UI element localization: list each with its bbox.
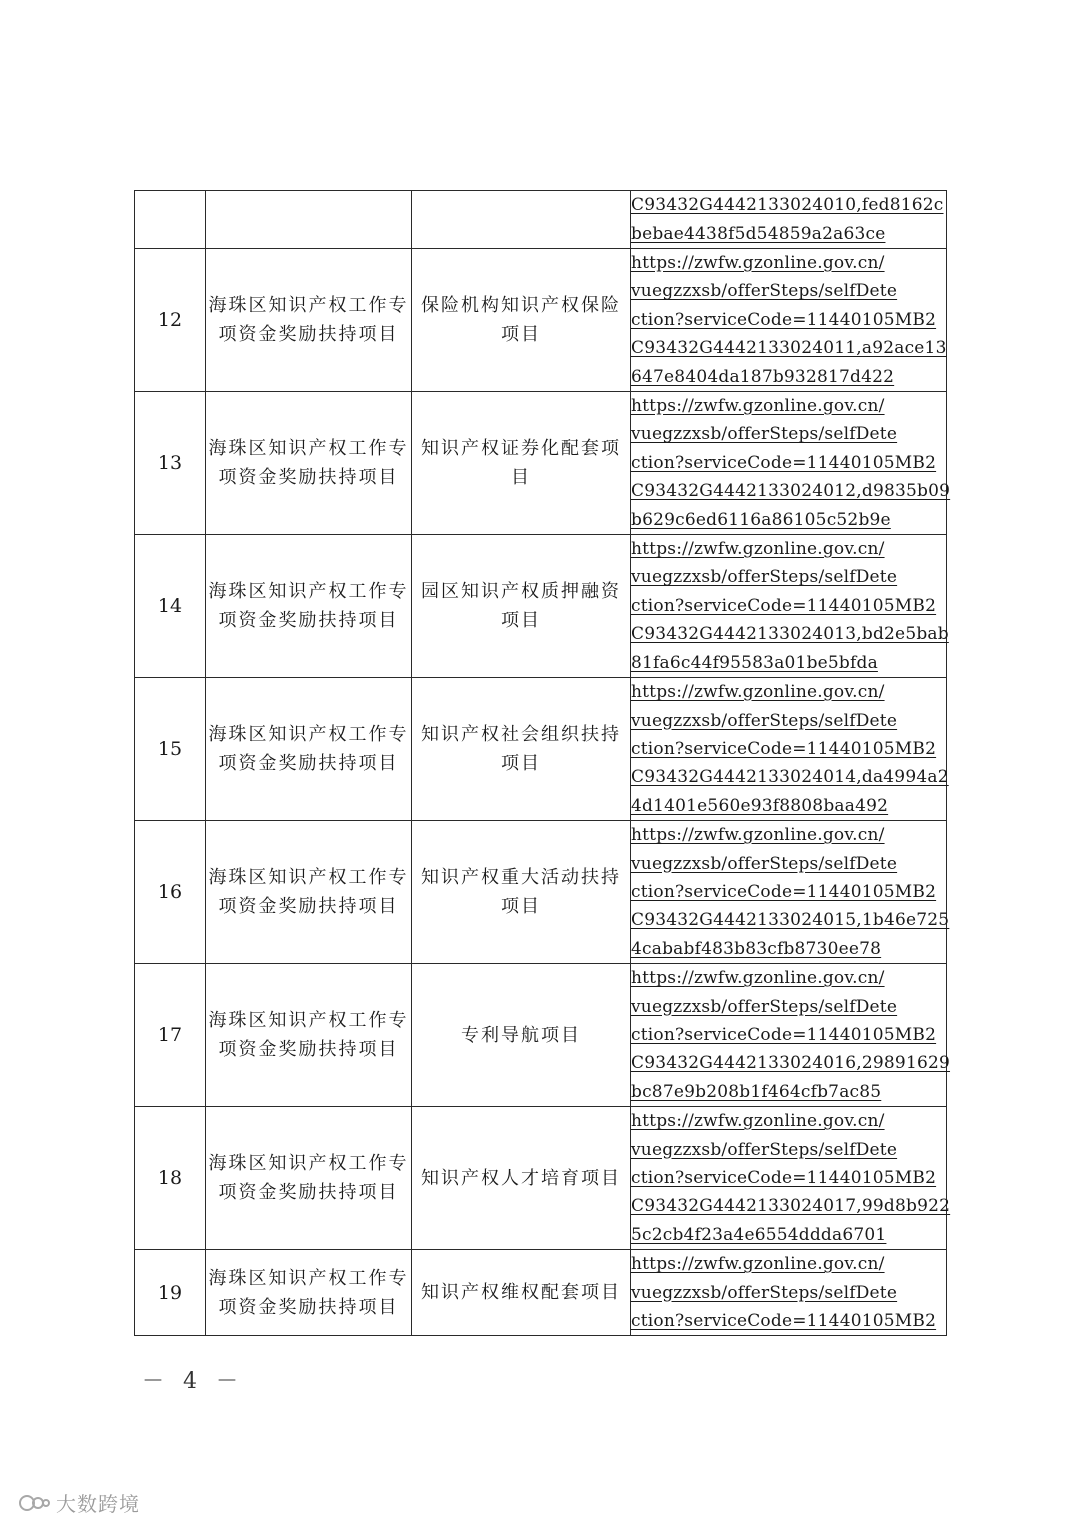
- link-line[interactable]: C93432G4442133024015,1b46e725: [631, 910, 950, 931]
- application-link[interactable]: [631, 535, 949, 677]
- department-cell: 海珠区知识产权工作专项资金奖励扶持项目: [206, 392, 412, 535]
- link-line[interactable]: https://zwfw.gzonline.gov.cn/: [631, 253, 885, 273]
- brand-logo-icon: [18, 1492, 50, 1514]
- row-number: 14: [135, 535, 206, 678]
- application-link[interactable]: [631, 1250, 946, 1335]
- link-line[interactable]: C93432G4442133024017,99d8b922: [631, 1196, 951, 1217]
- link-line[interactable]: vuegzzxsb/offerSteps/selfDete: [631, 281, 898, 302]
- link-line[interactable]: vuegzzxsb/offerSteps/selfDete: [631, 1282, 898, 1303]
- application-link-cell[interactable]: [631, 964, 951, 1107]
- project-name-cell: 园区知识产权质押融资项目: [412, 535, 631, 678]
- link-line[interactable]: vuegzzxsb/offerSteps/selfDete: [631, 710, 898, 731]
- link-line[interactable]: vuegzzxsb/offerSteps/selfDete: [631, 424, 898, 445]
- link-line[interactable]: ction?serviceCode=11440105MB2: [631, 1168, 937, 1188]
- link-line[interactable]: ction?serviceCode=11440105MB2: [631, 309, 937, 330]
- application-link[interactable]: [631, 1107, 951, 1249]
- table-row: [135, 1250, 947, 1336]
- department-cell: 海珠区知识产权工作专项资金奖励扶持项目: [206, 1250, 412, 1336]
- application-link[interactable]: [631, 392, 951, 534]
- row-number: 19: [135, 1250, 206, 1336]
- table-row: [135, 249, 947, 392]
- application-link[interactable]: [631, 821, 950, 963]
- page-number: － 4 －: [142, 1369, 244, 1394]
- link-line[interactable]: vuegzzxsb/offerSteps/selfDete: [631, 996, 898, 1017]
- application-link-cell[interactable]: [631, 191, 947, 249]
- row-number: 18: [135, 1107, 206, 1250]
- link-line[interactable]: https://zwfw.gzonline.gov.cn/: [631, 968, 885, 989]
- row-number: 13: [135, 392, 206, 535]
- link-line[interactable]: ction?serviceCode=11440105MB2: [631, 452, 937, 473]
- department-cell: 海珠区知识产权工作专项资金奖励扶持项目: [206, 535, 412, 678]
- application-link-cell[interactable]: [631, 1250, 947, 1336]
- link-line[interactable]: ction?serviceCode=11440105MB2: [631, 738, 937, 759]
- table-row: [135, 191, 947, 249]
- application-link[interactable]: [631, 249, 946, 391]
- application-link-cell[interactable]: [631, 678, 947, 821]
- table-row: [135, 1107, 947, 1250]
- link-line[interactable]: vuegzzxsb/offerSteps/selfDete: [631, 1139, 898, 1160]
- link-line[interactable]: ction?serviceCode=11440105MB2: [631, 595, 937, 616]
- row-number: 16: [135, 821, 206, 964]
- application-link-cell[interactable]: [631, 392, 951, 535]
- row-number: 12: [135, 249, 206, 392]
- link-line[interactable]: https://zwfw.gzonline.gov.cn/: [631, 1111, 885, 1132]
- table-row: [135, 535, 947, 678]
- application-link-cell[interactable]: [631, 535, 947, 678]
- row-number: 17: [135, 964, 206, 1107]
- table-body: [135, 191, 951, 1336]
- department-cell: 海珠区知识产权工作专项资金奖励扶持项目: [206, 821, 412, 964]
- link-line[interactable]: 5c2cb4f23a4e6554ddda6701: [631, 1224, 887, 1245]
- link-line[interactable]: vuegzzxsb/offerSteps/selfDete: [631, 853, 898, 874]
- link-line[interactable]: https://zwfw.gzonline.gov.cn/: [631, 539, 885, 560]
- link-line[interactable]: vuegzzxsb/offerSteps/selfDete: [631, 567, 898, 588]
- project-name-cell: 专利导航项目: [412, 964, 631, 1107]
- project-table: [134, 190, 951, 1336]
- link-line[interactable]: C93432G4442133024013,bd2e5bab: [631, 624, 949, 645]
- table-row: [135, 964, 947, 1107]
- department-cell: 海珠区知识产权工作专项资金奖励扶持项目: [206, 249, 412, 392]
- link-line[interactable]: C93432G4442133024016,29891629: [631, 1053, 951, 1074]
- application-link-cell[interactable]: [631, 821, 950, 964]
- watermark: [18, 1488, 140, 1517]
- table-row: [135, 392, 947, 535]
- project-name-cell: 知识产权证券化配套项目: [412, 392, 631, 535]
- link-line[interactable]: https://zwfw.gzonline.gov.cn/: [631, 682, 885, 703]
- application-link[interactable]: [631, 678, 949, 820]
- department-cell: 海珠区知识产权工作专项资金奖励扶持项目: [206, 678, 412, 821]
- link-line[interactable]: bc87e9b208b1f464cfb7ac85: [631, 1081, 882, 1102]
- application-link[interactable]: [631, 191, 946, 248]
- link-line[interactable]: C93432G4442133024012,d9835b09: [631, 481, 951, 502]
- watermark-text: 大数跨境: [56, 1492, 140, 1516]
- department-cell: 海珠区知识产权工作专项资金奖励扶持项目: [206, 964, 412, 1107]
- department-cell: 海珠区知识产权工作专项资金奖励扶持项目: [206, 1107, 412, 1250]
- link-line[interactable]: https://zwfw.gzonline.gov.cn/: [631, 825, 885, 846]
- project-name-cell: 知识产权维权配套项目: [412, 1250, 631, 1336]
- link-line[interactable]: https://zwfw.gzonline.gov.cn/: [631, 1254, 885, 1275]
- department-cell: [206, 191, 412, 249]
- project-name-cell: 知识产权人才培育项目: [412, 1107, 631, 1250]
- link-line[interactable]: ction?serviceCode=11440105MB2: [631, 881, 937, 902]
- link-line[interactable]: 81fa6c44f95583a01be5bfda: [631, 652, 878, 673]
- link-line[interactable]: 4cababf483b83cfb8730ee78: [631, 938, 882, 959]
- project-name-cell: [412, 191, 631, 249]
- row-number: 15: [135, 678, 206, 821]
- table-row: [135, 678, 947, 821]
- link-line[interactable]: ction?serviceCode=11440105MB2: [631, 1024, 937, 1045]
- link-line[interactable]: C93432G4442133024014,da4994a2: [631, 767, 949, 788]
- row-number: [135, 191, 206, 249]
- application-link-cell[interactable]: [631, 1107, 951, 1250]
- link-line[interactable]: bebae4438f5d54859a2a63ce: [631, 223, 886, 244]
- link-line[interactable]: ction?serviceCode=11440105MB2: [631, 1311, 937, 1332]
- application-link-cell[interactable]: [631, 249, 947, 392]
- link-line[interactable]: C93432G4442133024011,a92ace13: [631, 338, 947, 359]
- link-line[interactable]: 647e8404da187b932817d422: [631, 366, 895, 387]
- application-link[interactable]: [631, 964, 951, 1106]
- link-line[interactable]: b629c6ed6116a86105c52b9e: [631, 509, 891, 530]
- link-line[interactable]: https://zwfw.gzonline.gov.cn/: [631, 396, 885, 417]
- project-name-cell: 知识产权社会组织扶持项目: [412, 678, 631, 821]
- link-line[interactable]: C93432G4442133024010,fed8162c: [631, 195, 944, 216]
- table-row: [135, 821, 947, 964]
- project-name-cell: 保险机构知识产权保险项目: [412, 249, 631, 392]
- link-line[interactable]: 4d1401e560e93f8808baa492: [631, 795, 889, 816]
- project-name-cell: 知识产权重大活动扶持项目: [412, 821, 631, 964]
